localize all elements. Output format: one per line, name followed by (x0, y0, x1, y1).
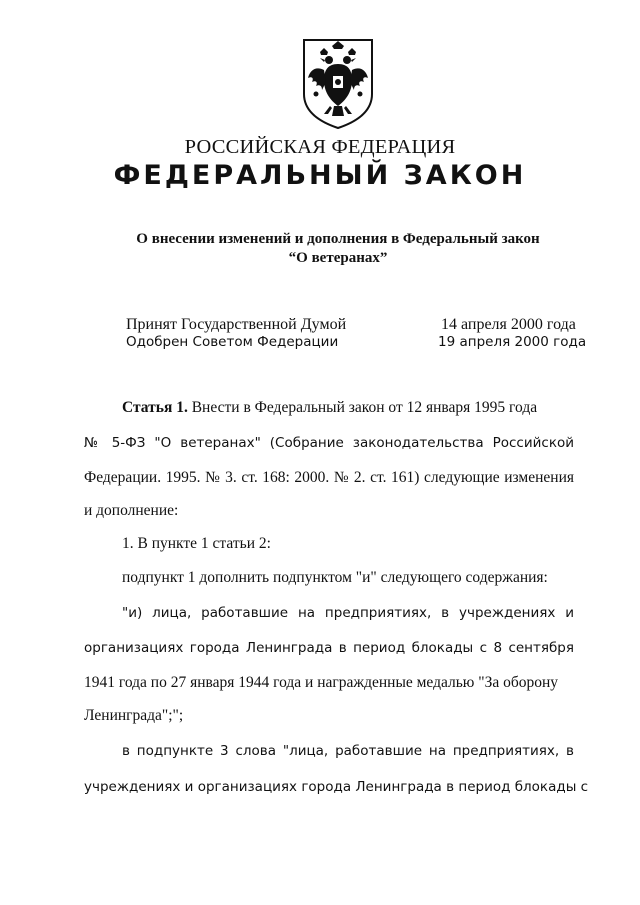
body-line: 1941 года по 27 января 1944 года и награжденные медалью "За оборону (84, 674, 559, 691)
body-line: № 5-ФЗ "О ветеранах" (Собрание законодательства Российской (84, 435, 574, 451)
article-first-line (122, 399, 574, 417)
body-line: 1. В пункте 1 статьи 2: (122, 535, 271, 552)
coat-of-arms-icon (298, 36, 378, 130)
duma-adoption-date: 14 апреля 2000 года (441, 316, 576, 333)
body-line: Внести в Федеральный закон от 12 января 1995 года (187, 399, 538, 416)
council-approval-date: 19 апреля 2000 года (438, 334, 587, 350)
body-line: Ленинграда";"; (84, 707, 184, 724)
body-line: организациях города Ленинграда в период блокады с 8 сентября (84, 640, 574, 656)
body-line: и дополнение: (84, 502, 179, 519)
body-line: учреждениях и организациях города Ленинграда в период блокады с (84, 779, 589, 795)
body-line: в подпункте 3 слова "лица, работавшие на предприятиях, в (122, 743, 574, 759)
law-subject-line-1: О внесении изменений и дополнения в Федеральный закон (136, 231, 540, 247)
law-subject-line-2: “О ветеранах” (288, 250, 388, 266)
council-approval-label: Одобрен Советом Федерации (126, 334, 339, 350)
document-type-title: ФЕДЕРАЛЬНЫЙ ЗАКОН (113, 160, 527, 191)
article-label: Статья 1. (122, 399, 188, 416)
body-line: подпункт 1 дополнить подпунктом "и" следующего содержания: (122, 569, 548, 586)
country-heading: РОССИЙСКАЯ ФЕДЕРАЦИЯ (184, 136, 456, 158)
duma-adoption-label: Принят Государственной Думой (126, 316, 347, 333)
body-line: "и) лица, работавшие на предприятиях, в учреждениях и (122, 605, 574, 621)
body-line: Федерации. 1995. № 3. ст. 168: 2000. № 2. ст. 161) следующие изменения (84, 469, 574, 486)
